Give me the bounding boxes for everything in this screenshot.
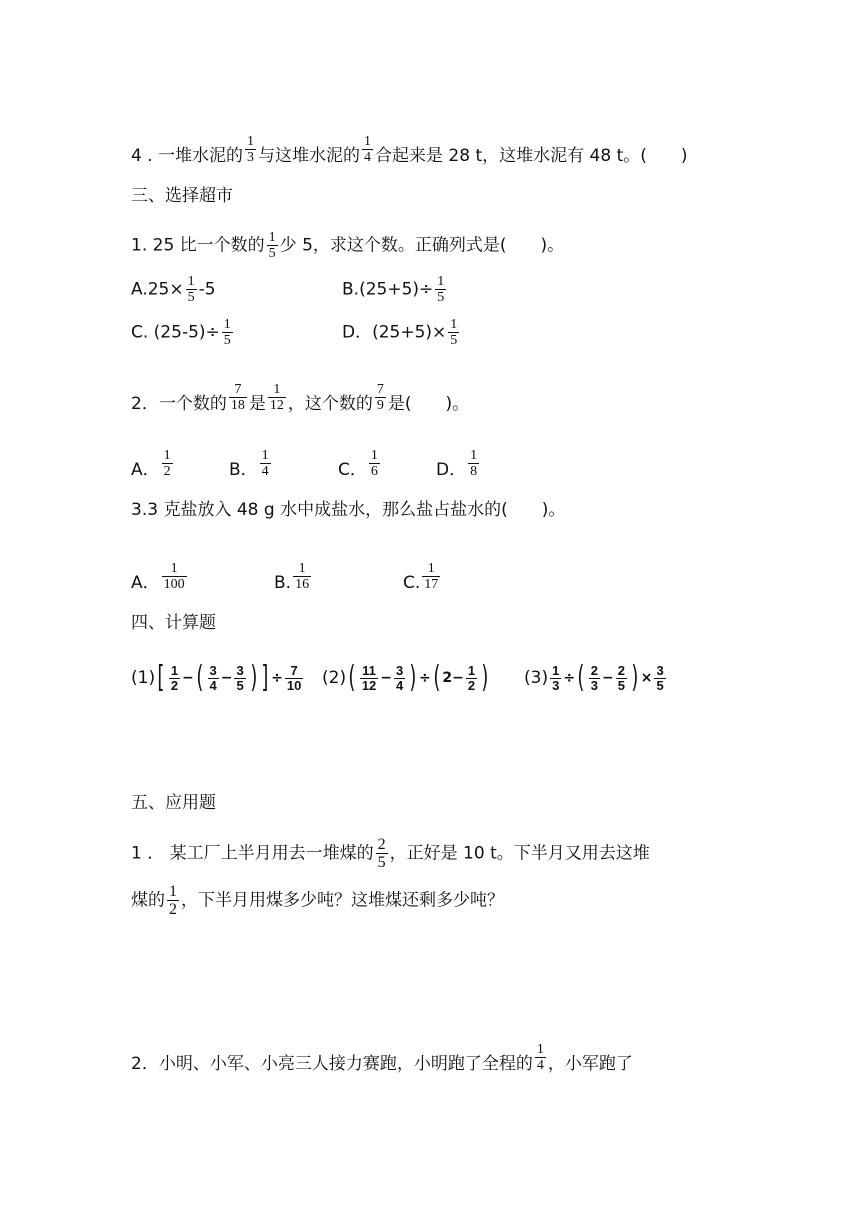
choice-question-3: 3.3 克盐放入 48 g 水中成盐水，那么盐占盐水的( )。 (131, 500, 566, 520)
application-question-1-line-2 (131, 883, 504, 918)
fraction: $\frac{3}{5}$ (656, 662, 664, 693)
operator: ÷ (271, 670, 283, 686)
option-label: B. (274, 573, 292, 593)
a2-text-1: 2．小明、小军、小亮三人接力赛跑，小明跑了全程的 (131, 1054, 533, 1074)
c2-text-3: ，这个数的 (287, 394, 373, 414)
option-label: D． (436, 460, 467, 480)
option-text: A.25× (131, 279, 184, 300)
fraction: $\frac{1}{8}$ (470, 448, 478, 479)
fraction: $\frac{1}{12}$ (269, 382, 284, 413)
c2-text-4: 是( )。 (387, 394, 470, 414)
operator: − (602, 670, 614, 686)
c2-option-d (436, 448, 481, 480)
operator: ÷ (563, 670, 576, 686)
option-text: -5 (198, 279, 216, 300)
fraction: $\frac{7}{10}$ (286, 662, 302, 693)
c2-text-1: 2．一个数的 (131, 394, 227, 414)
fraction: $\frac{1}{2}$ (163, 448, 171, 479)
c2-option-a (131, 448, 175, 480)
c2-text-2: 是 (248, 394, 266, 414)
bracket: [ (157, 660, 165, 695)
bracket: ] (261, 660, 269, 695)
c1-option-a (131, 274, 216, 305)
fraction: $\frac{1}{4}$ (364, 134, 372, 165)
c1-text-2: 少 5，求这个数。正确列式是( )。 (279, 235, 565, 256)
fraction: $\frac{1}{17}$ (424, 561, 439, 592)
option-text: C. (25-5)÷ (131, 322, 220, 343)
fraction: $\frac{3}{4}$ (209, 662, 217, 693)
judge-question-4 (131, 134, 688, 166)
option-text: B.(25+5)÷ (342, 279, 434, 300)
a1-text-3: 煤的 (131, 890, 165, 911)
q4-text-3: 合起来是 28 t，这堆水泥有 48 t。( ) (375, 146, 688, 166)
paren: ) (481, 660, 489, 695)
fraction: $\frac{3}{5}$ (236, 662, 244, 693)
operator: − (182, 670, 194, 686)
fraction: $\frac{1}{16}$ (295, 561, 310, 592)
q4-text-2: 与这堆水泥的 (258, 146, 361, 166)
paren: ( (196, 660, 204, 695)
fraction: $\frac{1}{3}$ (247, 134, 255, 165)
fraction: $\frac{1}{5}$ (187, 274, 195, 305)
operator: − (380, 670, 393, 686)
paren: ( (348, 660, 356, 695)
a1-text-2: ，正好是 10 t。下半月又用去这堆 (389, 843, 650, 864)
fraction: $\frac{1}{3}$ (552, 662, 560, 693)
fraction: $\frac{1}{5}$ (450, 317, 458, 348)
option-label: C． (338, 460, 367, 480)
option-label: B． (229, 460, 258, 480)
a2-text-2: ，小军跑了 (547, 1054, 633, 1074)
expr-label: (2) (322, 668, 347, 688)
application-question-2 (131, 1042, 633, 1074)
fraction: $\frac{1}{4}$ (536, 1042, 544, 1073)
fraction: $\frac{1}{2}$ (169, 883, 177, 918)
c2-option-c (338, 448, 382, 480)
paren: ) (631, 660, 639, 695)
operator: − (452, 670, 464, 686)
fraction: $\frac{1}{4}$ (261, 448, 269, 479)
c3-option-c (403, 561, 442, 593)
paren: ( (433, 660, 441, 695)
fraction: $\frac{1}{2}$ (170, 662, 179, 693)
fraction: $\frac{2}{3}$ (590, 662, 599, 693)
fraction: $\frac{1}{2}$ (467, 662, 476, 693)
q4-text-1: 4 . 一堆水泥的 (131, 146, 244, 166)
fraction: $\frac{1}{5}$ (268, 230, 276, 261)
c1-option-c (131, 317, 235, 348)
c2-option-b (229, 448, 273, 480)
calc-expression-2 (322, 660, 491, 695)
c3-option-a (131, 561, 189, 593)
c1-option-b (342, 274, 448, 305)
option-label: C. (403, 573, 421, 593)
choice-question-1 (131, 230, 564, 261)
option-label: A． (131, 460, 160, 480)
fraction: $\frac{2}{5}$ (617, 662, 625, 693)
option-text: D．(25+5)× (342, 322, 447, 343)
calc-expression-1 (131, 660, 305, 695)
c1-text-1: 1. 25 比一个数的 (131, 235, 265, 256)
fraction: $\frac{3}{4}$ (396, 662, 404, 693)
fraction: $\frac{1}{6}$ (370, 448, 378, 479)
choice-question-2 (131, 382, 469, 414)
operator: × (640, 670, 653, 686)
operator: − (220, 670, 233, 686)
operator: ÷ (418, 670, 431, 686)
fraction: $\frac{11}{12}$ (361, 662, 377, 693)
expr-label: (1) (131, 668, 156, 688)
fraction: $\frac{1}{5}$ (223, 317, 231, 348)
fraction: $\frac{1}{100}$ (163, 561, 185, 592)
application-question-1-line-1 (131, 836, 650, 871)
c3-option-b (274, 561, 313, 593)
fraction: $\frac{7}{9}$ (376, 382, 384, 413)
calc-expression-3 (524, 660, 668, 695)
fraction: $\frac{1}{5}$ (437, 274, 445, 305)
section-3-title: 三、选择超市 (131, 186, 233, 206)
paren: ) (409, 660, 417, 695)
section-5-title: 五、应用题 (131, 793, 216, 813)
number: 2 (442, 670, 453, 686)
paren: ( (577, 660, 585, 695)
section-4-title: 四、计算题 (131, 613, 216, 633)
fraction: $\frac{2}{5}$ (377, 836, 386, 871)
a1-text-1: 1 ． 某工厂上半月用去一堆煤的 (131, 843, 374, 864)
expr-label: (3) (524, 668, 549, 688)
option-label: A． (131, 573, 160, 593)
a1-text-4: ，下半月用煤多少吨？这堆煤还剩多少吨？ (181, 890, 504, 911)
fraction: $\frac{7}{18}$ (230, 382, 245, 413)
paren: ) (250, 660, 258, 695)
c1-option-d (342, 317, 461, 348)
